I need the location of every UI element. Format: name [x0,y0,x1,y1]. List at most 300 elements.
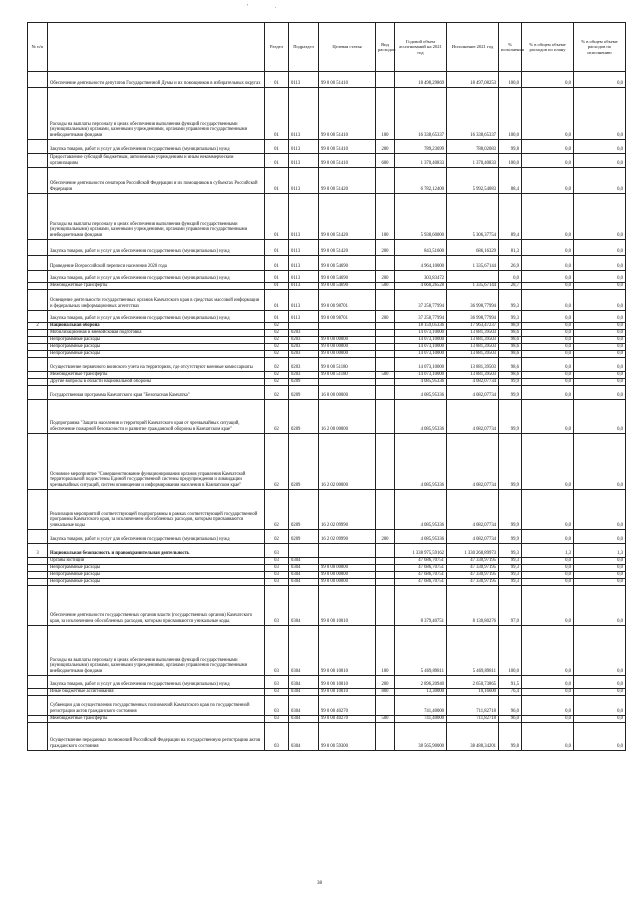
table-row [28,372,626,379]
row-csr: 99 0 00 51420 [319,194,376,240]
row-number [28,351,48,358]
row-share-ispoln: 0,0 [574,400,626,434]
row-share-ispoln: 0,0 [574,344,626,351]
row-number [28,240,48,256]
table-row [28,379,626,386]
row-ispoln: 4 082,07734 [447,379,499,386]
row-name: Непрограммные расходы [48,572,265,579]
row-number [28,358,48,372]
row-razdel: 02 [265,372,289,379]
row-razdel: 03 [265,716,289,723]
row-vr [376,572,395,579]
row-number [28,256,48,271]
row-name: Освещение деятельности государственных органов Камчатского края в средствах массовой информации и федеральных информационных агентствах [48,290,265,311]
row-razdel: 02 [265,358,289,372]
row-vr [376,256,395,271]
row-podrazdel: 0304 [289,565,319,572]
row-share-ispoln: 0,0 [574,386,626,400]
row-pct: 76,4 [499,689,522,696]
row-plan: 1 338 975,59162 [395,544,447,558]
row-plan: 14 073,10000 [395,344,447,351]
row-podrazdel: 0113 [289,88,319,140]
row-plan: 47 686,70751 [395,558,447,565]
header-vr: Вид расходов [376,23,395,72]
row-podrazdel: 0304 [289,689,319,696]
row-name: Непрограммные расходы [48,351,265,358]
row-razdel: 03 [265,696,289,716]
row-name: Закупка товаров, работ и услуг для обеспечения государственных (муниципальных) нужд [48,271,265,283]
row-pct: 99,8 [499,723,522,751]
row-csr: 99 0 00 51420 [319,240,376,256]
row-plan: 14 073,10000 [395,358,447,372]
row-share-ispoln: 0,0 [574,323,626,330]
row-ispoln: 4 082,07734 [447,400,499,434]
row-ispoln: 13 881,39503 [447,344,499,351]
row-podrazdel: 0304 [289,676,319,689]
row-number: 3 [28,544,48,558]
row-plan: 6 782,12400 [395,168,447,194]
row-vr [376,386,395,400]
row-share-ispoln: 0,0 [574,194,626,240]
table-row [28,271,626,283]
row-share-plan: 0,0 [522,154,574,168]
row-pct: 89,4 [499,194,522,240]
row-podrazdel [289,323,319,330]
row-ispoln: 18 497,08253 [447,72,499,88]
header-podrazdel: Подраздел [289,23,319,72]
row-razdel: 02 [265,330,289,337]
table-row [28,530,626,544]
row-name: Обеспечение деятельности депутатов Государственной Думы и их помощников в избирательных округах [48,72,265,88]
row-csr: 99 0 00 40270 [319,716,376,723]
row-share-plan: 0,0 [522,290,574,311]
row-plan: 14 073,10000 [395,351,447,358]
table-row [28,490,626,530]
row-share-plan: 0,0 [522,490,574,530]
header-ispoln: Исполнение 2021 год [447,23,499,72]
row-ispoln: 2 650,73865 [447,676,499,689]
row-number [28,723,48,751]
row-share-ispoln: 0,0 [574,434,626,490]
row-ispoln: 13 881,39503 [447,358,499,372]
table-row [28,544,626,558]
row-share-ispoln: 0,0 [574,154,626,168]
row-plan: 37 258,77994 [395,311,447,323]
row-razdel: 02 [265,386,289,400]
row-razdel: 01 [265,256,289,271]
row-plan: 5 938,60000 [395,194,447,240]
row-share-ispoln: 0,0 [574,372,626,379]
table-row [28,351,626,358]
row-csr: 16 0 00 00000 [319,386,376,400]
row-share-ispoln: 0,0 [574,716,626,723]
row-pct: 100,0 [499,626,522,676]
row-share-plan: 0,0 [522,572,574,579]
row-pct: 100,0 [499,88,522,140]
row-pct: 0,0 [499,271,522,283]
table-row [28,434,626,490]
row-csr [319,330,376,337]
row-share-plan: 0,0 [522,579,574,586]
row-podrazdel: 0304 [289,696,319,716]
table-row [28,344,626,351]
row-name: Расходы на выплаты персоналу в целях обеспечения выполнения функций государственными (муниципальными) органами, казенными учреждениями, органами управления государственными внебюджетными фондами [48,194,265,240]
row-share-ispoln: 0,0 [574,168,626,194]
row-share-ispoln: 0,0 [574,256,626,271]
table-row [28,283,626,290]
row-podrazdel: 0113 [289,140,319,154]
table-row [28,386,626,400]
row-share-plan: 0,0 [522,351,574,358]
row-plan: 18 159,05336 [395,323,447,330]
row-pct: 100,0 [499,154,522,168]
row-razdel: 02 [265,379,289,386]
row-share-plan: 0,0 [522,358,574,372]
row-ispoln: 4 082,07734 [447,434,499,490]
row-plan: 8 379,40751 [395,586,447,626]
row-vr [376,558,395,565]
header-razdel: Раздел [265,23,289,72]
row-ispoln: 1 370,40833 [447,154,499,168]
row-name: Межбюджетные трансферты [48,716,265,723]
row-podrazdel: 0209 [289,530,319,544]
row-share-plan: 0,0 [522,400,574,434]
row-number [28,386,48,400]
row-ispoln: 16 338,65337 [447,88,499,140]
row-share-ispoln: 0,0 [574,290,626,311]
row-csr: 99 0 00 00000 [319,344,376,351]
row-ispoln: 1 335,67144 [447,256,499,271]
row-vr [376,337,395,344]
row-share-ispoln: 0,0 [574,626,626,676]
row-share-ispoln: 0,0 [574,579,626,586]
row-razdel: 02 [265,400,289,434]
row-vr [376,168,395,194]
row-csr: 99 0 00 10010 [319,689,376,696]
row-pct: 98,6 [499,330,522,337]
row-share-ispoln: 0,0 [574,696,626,716]
row-razdel: 03 [265,676,289,689]
row-razdel: 02 [265,490,289,530]
row-name: Обеспечение деятельности сенаторов Российской Федерации и их помощников в субъектах Российской Федерации [48,168,265,194]
row-podrazdel: 0113 [289,271,319,283]
row-number [28,72,48,88]
row-share-ispoln: 0,0 [574,689,626,696]
row-plan: 4 964,10000 [395,256,447,271]
row-razdel: 03 [265,579,289,586]
row-share-ispoln: 0,0 [574,676,626,689]
row-pct: 100,0 [499,72,522,88]
row-podrazdel: 0203 [289,330,319,337]
row-ispoln: 788,02083 [447,140,499,154]
table-row [28,579,626,586]
row-number [28,572,48,579]
row-share-ispoln: 0,0 [574,490,626,530]
row-csr: 99 0 00 54690 [319,283,376,290]
row-name: Основное мероприятие "Совершенствование функционирования органов управления Камчатской территориальной подсистемы Единой государственной системы предупреждения и ликвидации чрезвычайных ситуаций, систем оповещения и информирования населения в Камчатском крае" [48,434,265,490]
table-row [28,330,626,337]
table-row [28,290,626,311]
row-csr: 99 0 00 51180 [319,372,376,379]
row-pct: 91,5 [499,676,522,689]
table-row [28,626,626,676]
row-razdel: 03 [265,586,289,626]
row-podrazdel: 0209 [289,386,319,400]
row-name: Непрограммные расходы [48,565,265,572]
row-share-ispoln: 0,0 [574,586,626,626]
row-share-plan: 0,0 [522,194,574,240]
row-podrazdel [289,544,319,558]
row-plan: 14 073,10000 [395,372,447,379]
row-razdel: 03 [265,723,289,751]
row-pct: 99,3 [499,544,522,558]
row-number [28,344,48,351]
row-share-plan: 0,0 [522,283,574,290]
row-ispoln: 36 998,77994 [447,290,499,311]
row-number [28,194,48,240]
row-razdel: 03 [265,626,289,676]
row-razdel: 03 [265,565,289,572]
row-share-plan: 0,0 [522,323,574,330]
row-plan: 303,83472 [395,271,447,283]
row-number [28,140,48,154]
row-pct: 26,9 [499,256,522,271]
row-share-ispoln: 0,0 [574,88,626,140]
row-podrazdel: 0304 [289,723,319,751]
row-share-plan: 0,0 [522,330,574,337]
row-share-plan: 0,0 [522,626,574,676]
table-row [28,586,626,626]
table-row [28,154,626,168]
row-csr: 99 0 00 51410 [319,88,376,140]
row-podrazdel: 0209 [289,490,319,530]
row-pct: 99,9 [499,490,522,530]
row-razdel: 02 [265,323,289,330]
row-share-ispoln: 0,0 [574,330,626,337]
row-csr: 99 0 00 51410 [319,72,376,88]
row-razdel: 03 [265,544,289,558]
row-number [28,696,48,716]
row-csr: 99 0 00 98701 [319,290,376,311]
row-podrazdel: 0203 [289,351,319,358]
row-share-plan: 0,0 [522,696,574,716]
row-name: Межбюджетные трансферты [48,372,265,379]
row-plan: 4 085,95336 [395,400,447,434]
row-plan: 38 565,90000 [395,723,447,751]
row-vr [376,379,395,386]
row-vr [376,565,395,572]
row-vr [376,723,395,751]
row-name: Государственная программа Камчатского края "Безопасная Камчатка" [48,386,265,400]
row-csr [319,558,376,565]
row-plan: 4 085,95336 [395,379,447,386]
table-row [28,88,626,140]
row-vr [376,696,395,716]
row-pct: 98,6 [499,372,522,379]
row-podrazdel: 0209 [289,400,319,434]
row-ispoln: 13 881,39503 [447,330,499,337]
row-plan: 14 073,10000 [395,337,447,344]
table-row [28,565,626,572]
row-vr [376,344,395,351]
row-vr: 200 [376,676,395,689]
row-name: Осуществление переданных полномочий Российской Федерации на государственную регистрацию актов гражданского состояния [48,723,265,751]
row-name: Расходы на выплаты персоналу в целях обеспечения выполнения функций государственными (муниципальными) органами, казенными учреждениями, органами управления государственными внебюджетными фондами [48,88,265,140]
row-pct: 97,0 [499,586,522,626]
row-vr: 100 [376,194,395,240]
table-row [28,558,626,565]
row-number [28,168,48,194]
row-razdel: 01 [265,140,289,154]
row-podrazdel: 0209 [289,434,319,490]
table-row [28,358,626,372]
row-pct: 98,6 [499,358,522,372]
row-razdel: 02 [265,337,289,344]
row-name: Непрограммные расходы [48,337,265,344]
row-share-plan: 0,0 [522,240,574,256]
row-pct: 99,8 [499,140,522,154]
row-number [28,400,48,434]
header-pct: % исполнения [499,23,522,72]
row-share-ispoln: 0,0 [574,565,626,572]
row-number [28,434,48,490]
row-share-plan: 0,0 [522,379,574,386]
scan-mark: . [275,4,277,10]
row-pct: 99,3 [499,572,522,579]
row-plan: 4 660,26528 [395,283,447,290]
row-share-ispoln: 1,3 [574,544,626,558]
row-vr: 500 [376,372,395,379]
header-csr: Целевая статья [319,23,376,72]
row-share-ispoln: 0,0 [574,72,626,88]
row-podrazdel: 0304 [289,586,319,626]
row-csr: 99 0 00 98701 [319,311,376,323]
table-row [28,311,626,323]
row-share-ispoln: 0,0 [574,240,626,256]
row-name: Субвенции для осуществления государственных полномочий Камчатского края по государственной регистрации актов гражданского состояния [48,696,265,716]
row-ispoln [447,271,499,283]
row-share-ispoln: 0,0 [574,311,626,323]
table-row [28,723,626,751]
row-podrazdel: 0113 [289,154,319,168]
row-name: Расходы на выплаты персоналу в целях обеспечения выполнения функций государственными (муниципальными) органами, казенными учреждениями, органами управления государственными внебюджетными фондами [48,626,265,676]
row-pct: 99,3 [499,558,522,565]
row-pct: 98,6 [499,344,522,351]
row-ispoln: 4 082,07734 [447,530,499,544]
row-number [28,490,48,530]
row-pct: 88,4 [499,168,522,194]
row-share-plan: 0,0 [522,386,574,400]
row-number [28,283,48,290]
row-number: 2 [28,323,48,330]
row-ispoln: 13 881,39503 [447,337,499,344]
row-podrazdel: 0203 [289,358,319,372]
row-share-plan: 0,0 [522,586,574,626]
row-name: Проведение Всероссийской переписи населения 2020 года [48,256,265,271]
row-ispoln: 5 306,37754 [447,194,499,240]
row-name: Национальная оборона [48,323,265,330]
scan-mark: ' [247,4,249,10]
row-vr [376,351,395,358]
row-vr [376,400,395,434]
row-ispoln: 36 998,77994 [447,311,499,323]
row-share-ispoln: 0,0 [574,572,626,579]
row-number [28,676,48,689]
row-share-plan: 1,3 [522,544,574,558]
row-podrazdel: 0113 [289,168,319,194]
row-plan: 1 370,40833 [395,154,447,168]
row-plan: 4 085,95336 [395,434,447,490]
row-pct: 96,0 [499,716,522,723]
row-csr: 99 0 00 54690 [319,271,376,283]
row-vr [376,290,395,311]
row-vr [376,434,395,490]
row-csr: 16 2 00 00000 [319,400,376,434]
row-razdel: 01 [265,72,289,88]
row-podrazdel: 0113 [289,256,319,271]
row-ispoln: 686,16329 [447,240,499,256]
row-name: Предоставление субсидий бюджетным, автономным учреждениям и иным некоммерческим организациям [48,154,265,168]
row-vr: 100 [376,626,395,676]
row-share-ispoln: 0,0 [574,530,626,544]
row-csr: 99 0 00 54690 [319,256,376,271]
row-share-ispoln: 0,0 [574,351,626,358]
row-pct: 99,9 [499,386,522,400]
header-name [48,23,265,72]
row-csr: 99 0 00 00000 [319,351,376,358]
row-vr: 600 [376,154,395,168]
row-share-plan: 0,0 [522,676,574,689]
row-share-plan: 0,0 [522,434,574,490]
row-csr: 99 0 00 00000 [319,337,376,344]
row-vr: 200 [376,140,395,154]
row-share-ispoln: 0,0 [574,558,626,565]
row-razdel: 02 [265,344,289,351]
row-pct: 99,9 [499,379,522,386]
row-pct: 81,3 [499,240,522,256]
row-number [28,379,48,386]
row-csr: 99 0 00 00000 [319,572,376,579]
row-podrazdel: 0113 [289,72,319,88]
row-name: Реализация мероприятий соответствующей подпрограммы в рамках соответствующей государственной программы Камчатского края, за исключением обособленных расходов, которым присваиваются уникальные коды [48,490,265,530]
row-csr: 99 0 00 10010 [319,586,376,626]
row-share-ispoln: 0,0 [574,337,626,344]
row-pct: 98,6 [499,337,522,344]
row-number [28,330,48,337]
table-row [28,72,626,88]
row-share-ispoln: 0,0 [574,358,626,372]
row-podrazdel: 0203 [289,344,319,351]
row-plan: 741,40000 [395,716,447,723]
row-csr: 99 0 00 51410 [319,154,376,168]
row-name: Мобилизационная и вневойсковая подготовка [48,330,265,337]
row-number [28,579,48,586]
row-podrazdel: 0203 [289,372,319,379]
row-number [28,372,48,379]
row-podrazdel: 0113 [289,290,319,311]
row-csr: 99 0 00 51180 [319,358,376,372]
row-csr [319,379,376,386]
row-name: Подпрограмма "Защита населения и территорий Камчатского края от чрезвычайных ситуаций, обеспечение пожарной безопасности и развитие гражданской обороны в Камчатском крае" [48,400,265,434]
row-name: Национальная безопасность и правоохранительная деятельность [48,544,265,558]
row-name: Непрограммные расходы [48,344,265,351]
row-razdel: 01 [265,194,289,240]
row-podrazdel: 0113 [289,283,319,290]
row-number [28,565,48,572]
row-plan: 18 498,29869 [395,72,447,88]
row-plan: 843,51600 [395,240,447,256]
row-ispoln: 13 881,39503 [447,351,499,358]
